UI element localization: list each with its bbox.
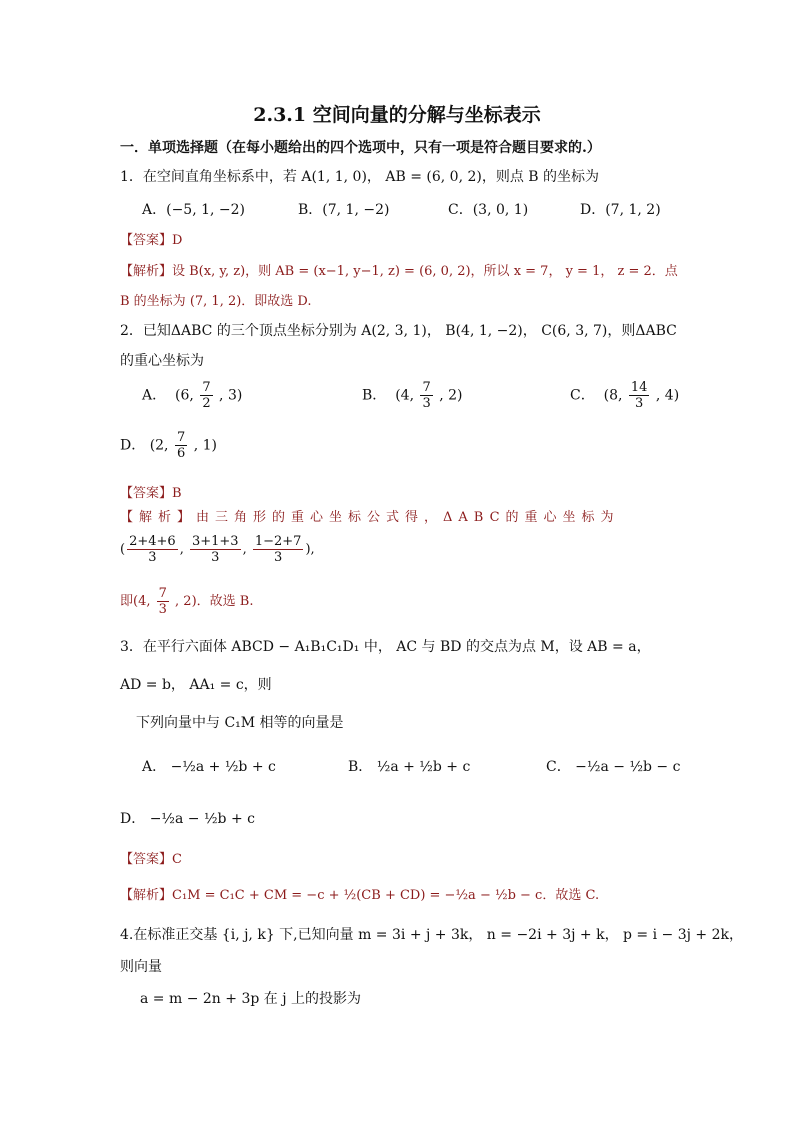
- q2-option-c: [570, 380, 679, 411]
- q2-analysis-frac-z: [253, 534, 304, 565]
- section-heading: 一．单项选择题（在每小题给出的四个选项中，只有一项是符合题目要求的.）: [120, 140, 601, 156]
- q2-option-a-num: 7: [202, 380, 211, 395]
- page-title: 2.3.1 空间向量的分解与坐标表示: [253, 104, 541, 126]
- q3-option-b-expr: ½a + ½b + c: [376, 759, 471, 775]
- q3-option-c: [546, 756, 680, 776]
- q2-analysis-frac-y: [190, 534, 241, 565]
- q2-option-a-fraction: [200, 380, 212, 411]
- q2-option-d-den: 6: [176, 446, 186, 461]
- q2-option-a: [142, 380, 242, 411]
- q2-analysis-line3-den: 3: [158, 602, 167, 617]
- q3-option-a-expr: −½a + ½b + c: [170, 759, 276, 775]
- q3-option-a-label: A．: [142, 759, 167, 775]
- q4-stem-line1: 4.在标准正交基 {i, j, k} 下,已知向量 m = 3i + j + 3k， n = −2i + 3j + k， p = i − 3j + 2k，: [120, 927, 743, 943]
- q2-answer: 【答案】B: [120, 486, 182, 501]
- q2-analysis-line3: [120, 586, 253, 617]
- q2-analysis-line3-fraction: [157, 586, 169, 617]
- q2-analysis-frac-y-den: 3: [211, 550, 220, 565]
- q2-option-d-post: , 1): [193, 437, 217, 454]
- q3-option-b-label: B．: [348, 759, 373, 775]
- q1-analysis-line1: 【解析】设 B(x, y, z)，则 AB = (x−1, y−1, z) = (6, 0, 2)，所以 x = 7， y = 1， z = 2．点: [120, 264, 678, 279]
- q2-option-b: [362, 380, 463, 411]
- q2-analysis-frac-x: [127, 534, 178, 565]
- q2-option-a-pre: (6,: [175, 387, 194, 404]
- q2-option-b-num: 7: [422, 380, 431, 395]
- q3-option-b: [348, 756, 470, 776]
- q2-option-d-pre: (2,: [149, 437, 169, 454]
- q2-option-d-num: 7: [176, 430, 186, 445]
- q1-option-c: C．(3, 0, 1): [448, 202, 529, 218]
- q2-analysis-frac-z-den: 3: [273, 550, 283, 565]
- q2-analysis-frac-y-num: 3+1+3: [191, 534, 239, 549]
- q2-option-a-label: A．: [142, 387, 167, 404]
- q2-option-b-pre: (4,: [395, 387, 415, 404]
- q3-option-d-label: D．: [120, 811, 146, 827]
- q2-stem-line1: 2．已知ΔABC 的三个顶点坐标分别为 A(2, 3, 1)， B(4, 1, −2)， C(6, 3, 7)，则ΔABC: [120, 323, 677, 339]
- q3-analysis: 【解析】C₁M = C₁C + CM = −c + ½(CB + CD) = −½a − ½b − c．故选 C.: [120, 888, 600, 903]
- q3-option-a: [142, 756, 276, 776]
- q1-analysis-line2: B 的坐标为 (7, 1, 2)．即故选 D.: [120, 294, 312, 309]
- q2-analysis-fractions: ( $\frac{2+4+6}{3}$ , $\frac{3+1+3}{3}$ , $\frac{1-2+7}{3}$ ),: [120, 534, 315, 565]
- q1-option-d: D．(7, 1, 2): [580, 202, 661, 218]
- q3-option-c-expr: −½a − ½b − c: [575, 759, 681, 775]
- q3-option-d-expr: −½a − ½b + c: [149, 811, 255, 827]
- q2-analysis-line3-pre: 即(4,: [120, 594, 151, 609]
- q2-option-b-post: , 2): [439, 387, 463, 404]
- q2-option-c-fraction: [629, 380, 650, 411]
- q2-stem-line2: 的重心坐标为: [120, 353, 204, 369]
- q3-stem-line1: 3．在平行六面体 ABCD − A₁B₁C₁D₁ 中， AC 与 BD 的交点为点 M，设 AB = a，: [120, 639, 651, 655]
- q2-option-a-den: 2: [202, 396, 211, 411]
- q4-stem-line3: a = m − 2n + 3p 在 j 上的投影为: [140, 991, 361, 1007]
- q2-option-b-fraction: [420, 380, 432, 411]
- q2-option-b-label: B．: [362, 387, 387, 404]
- q3-stem-line3: 下列向量中与 C₁M 相等的向量是: [136, 715, 344, 731]
- q2-analysis-frac-z-num: 1−2+7: [254, 534, 302, 549]
- q3-answer: 【答案】C: [120, 852, 182, 867]
- q2-analysis-line3-num: 7: [158, 586, 167, 601]
- q1-answer: 【答案】D: [120, 233, 183, 248]
- q2-analysis-frac-x-num: 2+4+6: [129, 534, 176, 549]
- q1-option-b: B．(7, 1, −2): [298, 202, 390, 218]
- q1-option-a: A．(−5, 1, −2): [142, 202, 246, 218]
- q2-analysis-frac-x-den: 3: [148, 550, 157, 565]
- q2-analysis-line3-post: , 2)．故选 B.: [175, 594, 254, 609]
- q3-option-d: [120, 808, 255, 828]
- q2-option-c-num: 14: [630, 380, 648, 395]
- q3-stem-line2: AD = b， AA₁ = c，则: [120, 677, 272, 693]
- q4-stem-line2: 则向量: [120, 959, 162, 975]
- q1-stem: 1．在空间直角坐标系中，若 A(1, 1, 0)， AB = (6, 0, 2)，则点 B 的坐标为: [120, 169, 600, 185]
- q2-option-a-post: , 3): [219, 387, 243, 404]
- q2-option-d-fraction: [175, 430, 187, 461]
- q2-option-d-label: D．: [120, 437, 146, 454]
- q2-analysis-line1: 【解析】由三角形的重心坐标公式得，ΔABC的重心坐标为: [120, 510, 620, 525]
- q2-option-c-post: , 4): [655, 387, 680, 404]
- q2-option-b-den: 3: [422, 396, 431, 411]
- q2-option-d: [120, 430, 217, 461]
- q3-option-c-label: C．: [546, 759, 571, 775]
- q2-option-c-den: 3: [635, 396, 644, 411]
- q2-option-c-pre: (8,: [603, 387, 623, 404]
- q2-option-c-label: C．: [570, 387, 595, 404]
